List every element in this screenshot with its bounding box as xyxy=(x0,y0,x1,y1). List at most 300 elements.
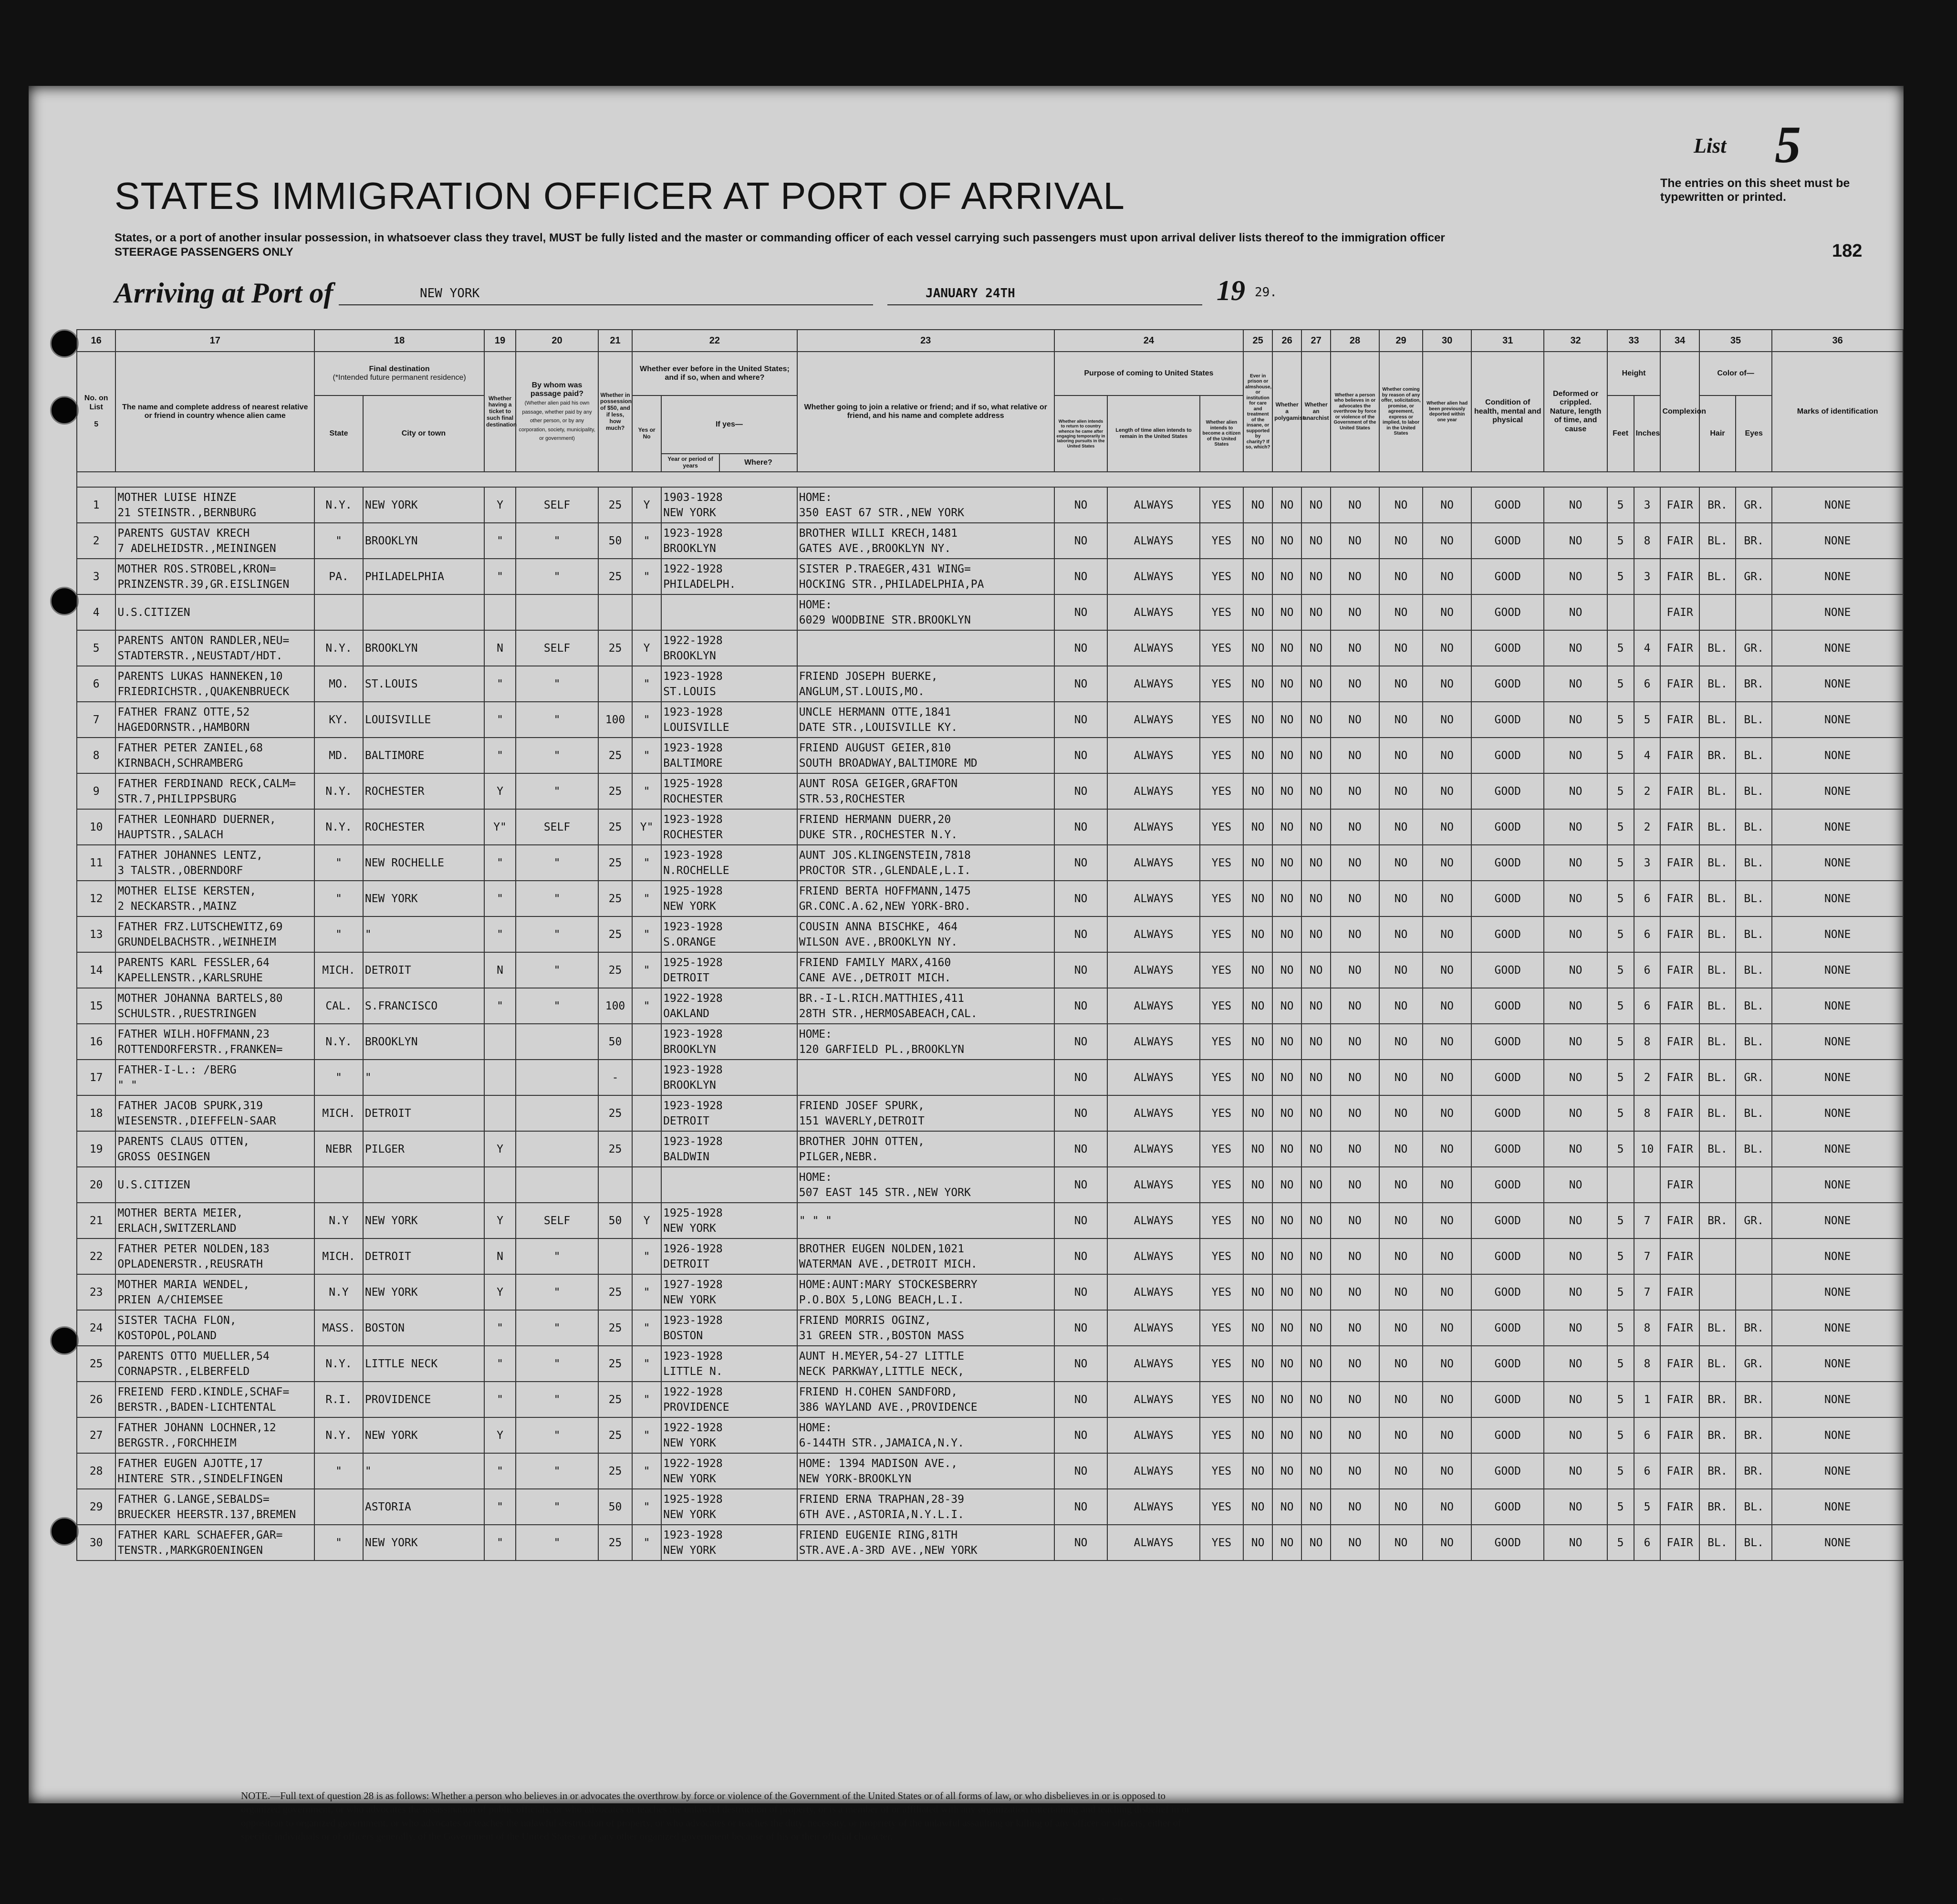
health-condition: GOOD xyxy=(1471,1274,1544,1310)
ticket-flag: " xyxy=(484,988,516,1024)
relative-cell xyxy=(115,1310,314,1346)
relative-line-1: FATHER JACOB SPURK,319 xyxy=(117,1099,263,1112)
relative-line-1: FATHER-I-L.: /BERG xyxy=(117,1063,237,1076)
col-before-header: Whether ever before in the United States; and if so, when and where? xyxy=(632,352,797,395)
identification-marks: NONE xyxy=(1772,1167,1903,1203)
height-feet: 5 xyxy=(1607,809,1634,845)
complexion: FAIR xyxy=(1660,1131,1699,1167)
height-feet: 5 xyxy=(1607,1525,1634,1561)
citizen-intent: YES xyxy=(1200,1382,1244,1417)
before-period: 1923-1928 xyxy=(663,1028,723,1040)
health-condition: GOOD xyxy=(1471,916,1544,952)
deformed-answer: NO xyxy=(1544,630,1607,666)
complexion: FAIR xyxy=(1660,1167,1699,1203)
complexion: FAIR xyxy=(1660,630,1699,666)
before-cell xyxy=(661,809,797,845)
join-cell xyxy=(797,845,1054,881)
col-num: 25 xyxy=(1243,330,1272,352)
col-join-header: Whether going to join a relative or friend; and if so, what relative or friend, and his name and complete address xyxy=(797,352,1054,472)
relative-cell xyxy=(115,1453,314,1489)
polygamist-answer: NO xyxy=(1272,1274,1301,1310)
complexion: FAIR xyxy=(1660,738,1699,773)
height-feet: 5 xyxy=(1607,666,1634,702)
before-where: OAKLAND xyxy=(663,1007,710,1020)
row-number: 18 xyxy=(77,1095,115,1131)
join-line-1: AUNT JOS.KLINGENSTEIN,7818 xyxy=(799,849,971,862)
table-row xyxy=(77,1346,1903,1382)
identification-marks: NONE xyxy=(1772,594,1903,630)
relative-line-2: PRINZENSTR.39,GR.EISLINGEN xyxy=(117,578,290,591)
table-row xyxy=(77,881,1903,916)
table-row xyxy=(77,666,1903,702)
height-feet: 5 xyxy=(1607,738,1634,773)
passage-paid xyxy=(516,594,598,630)
height-inches: 6 xyxy=(1634,988,1661,1024)
hair-color: BL. xyxy=(1699,702,1736,738)
identification-marks: NONE xyxy=(1772,1382,1903,1417)
before-cell xyxy=(661,916,797,952)
money-amount: 25 xyxy=(598,773,632,809)
health-condition: GOOD xyxy=(1471,594,1544,630)
deformed-answer: NO xyxy=(1544,702,1607,738)
col-length-header: Length of time alien intends to remain in the United States xyxy=(1107,395,1199,472)
eye-color xyxy=(1736,594,1772,630)
deformed-answer: NO xyxy=(1544,1274,1607,1310)
col-num: 24 xyxy=(1054,330,1244,352)
complexion: FAIR xyxy=(1660,487,1699,523)
eye-color: BR. xyxy=(1736,1310,1772,1346)
relative-cell xyxy=(115,1095,314,1131)
polygamist-answer: NO xyxy=(1272,988,1301,1024)
col-num: 28 xyxy=(1331,330,1379,352)
stay-length: ALWAYS xyxy=(1107,845,1199,881)
row-number: 25 xyxy=(77,1346,115,1382)
before-cell xyxy=(661,523,797,559)
join-line-2: 6029 WOODBINE STR.BROOKLYN xyxy=(799,614,971,626)
deformed-answer: NO xyxy=(1544,666,1607,702)
table-row xyxy=(77,1203,1903,1238)
polygamist-answer: NO xyxy=(1272,630,1301,666)
row-number: 1 xyxy=(77,487,115,523)
labor-offer-answer: NO xyxy=(1379,666,1423,702)
passage-paid: " xyxy=(516,559,598,594)
before-period: 1923-1928 xyxy=(663,1135,723,1148)
join-line-2: GR.CONC.A.62,NEW YORK-BRO. xyxy=(799,900,971,913)
health-condition: GOOD xyxy=(1471,1238,1544,1274)
deported-answer: NO xyxy=(1423,1274,1471,1310)
relative-cell xyxy=(115,666,314,702)
height-inches: 4 xyxy=(1634,738,1661,773)
col-height-header: Height xyxy=(1607,352,1661,395)
form-code: 14—490 xyxy=(1097,1896,1123,1904)
q28-answer: NO xyxy=(1331,1167,1379,1203)
q28-answer: NO xyxy=(1331,630,1379,666)
relative-cell xyxy=(115,1417,314,1453)
ticket-flag: N xyxy=(484,630,516,666)
anarchist-answer: NO xyxy=(1301,1024,1331,1060)
row-number: 6 xyxy=(77,666,115,702)
row-number: 9 xyxy=(77,773,115,809)
complexion: FAIR xyxy=(1660,559,1699,594)
deported-answer: NO xyxy=(1423,1060,1471,1095)
return-intent: NO xyxy=(1054,630,1108,666)
table-row xyxy=(77,630,1903,666)
dest-state: N.Y xyxy=(314,1274,363,1310)
citizen-intent: YES xyxy=(1200,773,1244,809)
eye-color: GR. xyxy=(1736,1346,1772,1382)
before-where: BALTIMORE xyxy=(663,757,723,770)
labor-offer-answer: NO xyxy=(1379,845,1423,881)
health-condition: GOOD xyxy=(1471,1131,1544,1167)
return-intent: NO xyxy=(1054,1525,1108,1561)
ticket-flag: Y xyxy=(484,1203,516,1238)
hair-color: BL. xyxy=(1699,559,1736,594)
complexion: FAIR xyxy=(1660,594,1699,630)
return-intent: NO xyxy=(1054,1310,1108,1346)
height-inches: 7 xyxy=(1634,1203,1661,1238)
anarchist-answer: NO xyxy=(1301,988,1331,1024)
money-amount: 25 xyxy=(598,738,632,773)
before-cell xyxy=(661,487,797,523)
height-feet: 5 xyxy=(1607,952,1634,988)
prison-answer: NO xyxy=(1243,809,1272,845)
join-line-1: BROTHER WILLI KRECH,1481 xyxy=(799,527,958,540)
deformed-answer: NO xyxy=(1544,1382,1607,1417)
complexion: FAIR xyxy=(1660,1489,1699,1525)
citizen-intent: YES xyxy=(1200,1453,1244,1489)
identification-marks: NONE xyxy=(1772,845,1903,881)
passage-paid xyxy=(516,1095,598,1131)
polygamist-answer: NO xyxy=(1272,916,1301,952)
q28-answer: NO xyxy=(1331,1238,1379,1274)
col-q28-header: Whether a person who believes in or advocates the overthrow by force or violence of the Government of the United States xyxy=(1331,352,1379,472)
relative-line-1: MOTHER BERTA MEIER, xyxy=(117,1207,243,1219)
before-where: S.ORANGE xyxy=(663,936,716,948)
table-row xyxy=(77,1310,1903,1346)
relative-line-1: SISTER TACHA FLON, xyxy=(117,1314,237,1327)
relative-line-2: KAPELLENSTR.,KARLSRUHE xyxy=(117,971,263,984)
passage-paid: " xyxy=(516,523,598,559)
eye-color: BL. xyxy=(1736,988,1772,1024)
polygamist-answer: NO xyxy=(1272,809,1301,845)
before-where: DETROIT xyxy=(663,971,710,984)
col-num: 17 xyxy=(115,330,314,352)
anarchist-answer: NO xyxy=(1301,738,1331,773)
hair-color: BL. xyxy=(1699,1310,1736,1346)
row-number: 4 xyxy=(77,594,115,630)
col-where-header: Where? xyxy=(719,454,797,472)
relative-line-2: ERLACH,SWITZERLAND xyxy=(117,1222,237,1235)
year-prefix: 19 xyxy=(1217,275,1245,306)
height-inches: 6 xyxy=(1634,916,1661,952)
relative-line-2: CORNAPSTR.,ELBERFELD xyxy=(117,1365,250,1378)
citizen-intent: YES xyxy=(1200,845,1244,881)
polygamist-answer: NO xyxy=(1272,1525,1301,1561)
join-line-2: 28TH STR.,HERMOSABEACH,CAL. xyxy=(799,1007,978,1020)
height-inches: 4 xyxy=(1634,630,1661,666)
eye-color: GR. xyxy=(1736,1203,1772,1238)
prison-answer: NO xyxy=(1243,1167,1272,1203)
passage-paid: " xyxy=(516,916,598,952)
join-line-1: " " " xyxy=(799,1214,833,1227)
money-amount: 25 xyxy=(598,1274,632,1310)
before-period: 1922-1928 xyxy=(663,1385,723,1398)
labor-offer-answer: NO xyxy=(1379,1095,1423,1131)
row-number: 17 xyxy=(77,1060,115,1095)
dest-state: " xyxy=(314,1060,363,1095)
dest-city: ROCHESTER xyxy=(363,773,484,809)
deformed-answer: NO xyxy=(1544,1167,1607,1203)
height-inches: 8 xyxy=(1634,1095,1661,1131)
join-cell xyxy=(797,1131,1054,1167)
money-amount: 50 xyxy=(598,1203,632,1238)
labor-offer-answer: NO xyxy=(1379,1167,1423,1203)
col-feet-header: Feet xyxy=(1607,395,1634,472)
hair-color: BL. xyxy=(1699,1095,1736,1131)
been-before: " xyxy=(632,988,661,1024)
col-inches-header: Inches xyxy=(1634,395,1661,472)
stay-length: ALWAYS xyxy=(1107,1382,1199,1417)
ticket-flag xyxy=(484,1095,516,1131)
health-condition: GOOD xyxy=(1471,1417,1544,1453)
relative-line-1: MOTHER ROS.STROBEL,KRON= xyxy=(117,562,276,575)
citizen-intent: YES xyxy=(1200,1060,1244,1095)
table-row xyxy=(77,1382,1903,1417)
labor-offer-answer: NO xyxy=(1379,1453,1423,1489)
q28-answer: NO xyxy=(1331,1203,1379,1238)
relative-line-2: STADTERSTR.,NEUSTADT/HDT. xyxy=(117,649,283,662)
row-number: 5 xyxy=(77,630,115,666)
polygamist-answer: NO xyxy=(1272,1095,1301,1131)
health-condition: GOOD xyxy=(1471,738,1544,773)
relative-cell xyxy=(115,702,314,738)
join-line-2: 6-144TH STR.,JAMAICA,N.Y. xyxy=(799,1436,964,1449)
binding-hole xyxy=(50,587,79,615)
ticket-flag: " xyxy=(484,845,516,881)
anarchist-answer: NO xyxy=(1301,523,1331,559)
dest-state: MD. xyxy=(314,738,363,773)
passage-paid: " xyxy=(516,1346,598,1382)
complexion: FAIR xyxy=(1660,1417,1699,1453)
height-inches: 3 xyxy=(1634,559,1661,594)
join-line-1: FRIEND BERTA HOFFMANN,1475 xyxy=(799,884,971,897)
hair-color: BL. xyxy=(1699,809,1736,845)
dest-city: NEW YORK xyxy=(363,1417,484,1453)
relative-line-1: FATHER KARL SCHAEFER,GAR= xyxy=(117,1529,283,1541)
col-deported-header: Whether alien had been previously deported within one year xyxy=(1423,352,1471,472)
col-num: 16 xyxy=(77,330,115,352)
stay-length: ALWAYS xyxy=(1107,559,1199,594)
before-where: NEW YORK xyxy=(663,506,716,519)
eye-color xyxy=(1736,1167,1772,1203)
passage-paid xyxy=(516,1131,598,1167)
height-inches: 3 xyxy=(1634,845,1661,881)
q28-answer: NO xyxy=(1331,1060,1379,1095)
eye-color: BL. xyxy=(1736,1095,1772,1131)
health-condition: GOOD xyxy=(1471,1489,1544,1525)
stay-length: ALWAYS xyxy=(1107,1131,1199,1167)
deported-answer: NO xyxy=(1423,773,1471,809)
anarchist-answer: NO xyxy=(1301,916,1331,952)
hair-color: BL. xyxy=(1699,881,1736,916)
before-period: 1925-1928 xyxy=(663,777,723,790)
before-cell xyxy=(661,1274,797,1310)
been-before: Y xyxy=(632,1203,661,1238)
deported-answer: NO xyxy=(1423,1203,1471,1238)
passage-paid: " xyxy=(516,1238,598,1274)
citizen-intent: YES xyxy=(1200,1238,1244,1274)
prison-answer: NO xyxy=(1243,523,1272,559)
col-num: 22 xyxy=(632,330,797,352)
relative-line-1: FATHER JOHANN LOCHNER,12 xyxy=(117,1421,276,1434)
polygamist-answer: NO xyxy=(1272,1238,1301,1274)
col-deformed-header: Deformed or crippled. Nature, length of time, and cause xyxy=(1544,352,1607,472)
passage-paid: SELF xyxy=(516,630,598,666)
anarchist-answer: NO xyxy=(1301,1453,1331,1489)
return-intent: NO xyxy=(1054,1382,1108,1417)
relative-line-1: PARENTS KARL FESSLER,64 xyxy=(117,956,270,969)
col-num: 31 xyxy=(1471,330,1544,352)
deported-answer: NO xyxy=(1423,594,1471,630)
join-cell xyxy=(797,1274,1054,1310)
eye-color: BL. xyxy=(1736,738,1772,773)
relative-cell xyxy=(115,1060,314,1095)
typewritten-note: The entries on this sheet must be typewritten or printed. xyxy=(1660,177,1850,204)
q28-answer: NO xyxy=(1331,809,1379,845)
deported-answer: NO xyxy=(1423,1024,1471,1060)
join-cell xyxy=(797,523,1054,559)
ticket-flag: " xyxy=(484,916,516,952)
join-line-2: 386 WAYLAND AVE.,PROVIDENCE xyxy=(799,1401,978,1414)
col-num: 21 xyxy=(598,330,632,352)
height-feet: 5 xyxy=(1607,559,1634,594)
identification-marks: NONE xyxy=(1772,559,1903,594)
relative-line-2: 2 NECKARSTR.,MAINZ xyxy=(117,900,237,913)
relative-line-1: FATHER G.LANGE,SEBALDS= xyxy=(117,1493,270,1506)
passage-paid: " xyxy=(516,773,598,809)
before-cell xyxy=(661,881,797,916)
height-inches: 1 xyxy=(1634,1382,1661,1417)
relative-line-1: PARENTS LUKAS HANNEKEN,10 xyxy=(117,670,283,683)
before-cell xyxy=(661,1453,797,1489)
q28-answer: NO xyxy=(1331,1346,1379,1382)
height-inches: 6 xyxy=(1634,1453,1661,1489)
anarchist-answer: NO xyxy=(1301,809,1331,845)
been-before xyxy=(632,1131,661,1167)
ticket-flag xyxy=(484,1060,516,1095)
col-anarchist-header: Whether an anarchist xyxy=(1301,352,1331,472)
return-intent: NO xyxy=(1054,1203,1108,1238)
citizen-intent: YES xyxy=(1200,523,1244,559)
row-number: 19 xyxy=(77,1131,115,1167)
prison-answer: NO xyxy=(1243,881,1272,916)
anarchist-answer: NO xyxy=(1301,1525,1331,1561)
complexion: FAIR xyxy=(1660,1346,1699,1382)
hair-color: BL. xyxy=(1699,988,1736,1024)
before-cell xyxy=(661,702,797,738)
before-where: PROVIDENCE xyxy=(663,1401,729,1414)
manifest-sheet xyxy=(29,86,1904,1904)
height-inches: 5 xyxy=(1634,702,1661,738)
before-period: 1923-1928 xyxy=(663,527,723,540)
before-where: ROCHESTER xyxy=(663,828,723,841)
table-row xyxy=(77,952,1903,988)
join-cell xyxy=(797,1095,1054,1131)
anarchist-answer: NO xyxy=(1301,1238,1331,1274)
been-before: " xyxy=(632,881,661,916)
row-number: 2 xyxy=(77,523,115,559)
join-cell xyxy=(797,559,1054,594)
dest-city: " xyxy=(363,1453,484,1489)
form-instructions: States, or a port of another insular possession, in whatsoever class they travel, MUST be fully listed and the master or commanding officer of each vessel carrying such passengers must upon arrival deliver lists thereof to the immigration officer xyxy=(115,231,1445,244)
q28-answer: NO xyxy=(1331,916,1379,952)
return-intent: NO xyxy=(1054,738,1108,773)
anarchist-answer: NO xyxy=(1301,559,1331,594)
before-period: 1923-1928 xyxy=(663,1099,723,1112)
citizen-intent: YES xyxy=(1200,809,1244,845)
relative-cell xyxy=(115,1525,314,1561)
join-cell xyxy=(797,1310,1054,1346)
been-before: " xyxy=(632,1453,661,1489)
dest-state: MASS. xyxy=(314,1310,363,1346)
anarchist-answer: NO xyxy=(1301,666,1331,702)
hair-color: BL. xyxy=(1699,666,1736,702)
join-cell xyxy=(797,702,1054,738)
row-number: 12 xyxy=(77,881,115,916)
labor-offer-answer: NO xyxy=(1379,809,1423,845)
before-cell xyxy=(661,666,797,702)
join-line-1: FRIEND H.COHEN SANDFORD, xyxy=(799,1385,958,1398)
money-amount: 25 xyxy=(598,1453,632,1489)
before-period: 1922-1928 xyxy=(663,1457,723,1470)
eye-color: BL. xyxy=(1736,881,1772,916)
money-amount: 100 xyxy=(598,988,632,1024)
passage-paid: " xyxy=(516,1489,598,1525)
polygamist-answer: NO xyxy=(1272,1382,1301,1417)
citizen-intent: YES xyxy=(1200,1310,1244,1346)
before-cell xyxy=(661,1525,797,1561)
been-before: " xyxy=(632,523,661,559)
relative-cell xyxy=(115,1167,314,1203)
money-amount xyxy=(598,594,632,630)
stay-length: ALWAYS xyxy=(1107,1417,1199,1453)
anarchist-answer: NO xyxy=(1301,773,1331,809)
money-amount xyxy=(598,1167,632,1203)
col-purpose-header: Purpose of coming to United States xyxy=(1054,352,1244,395)
prison-answer: NO xyxy=(1243,1525,1272,1561)
join-line-1: UNCLE HERMANN OTTE,1841 xyxy=(799,706,951,718)
hair-color: BL. xyxy=(1699,630,1736,666)
height-feet: 5 xyxy=(1607,1131,1634,1167)
relative-line-2: OPLADENERSTR.,REUSRATH xyxy=(117,1258,263,1270)
before-period: 1923-1928 xyxy=(663,849,723,862)
eye-color: GR. xyxy=(1736,630,1772,666)
deported-answer: NO xyxy=(1423,952,1471,988)
join-line-1: HOME: xyxy=(799,1421,833,1434)
stay-length: ALWAYS xyxy=(1107,916,1199,952)
deported-answer: NO xyxy=(1423,1417,1471,1453)
join-line-2: STR.AVE.A-3RD AVE.,NEW YORK xyxy=(799,1544,978,1557)
q28-answer: NO xyxy=(1331,523,1379,559)
before-cell xyxy=(661,1131,797,1167)
join-cell xyxy=(797,952,1054,988)
stay-length: ALWAYS xyxy=(1107,487,1199,523)
relative-cell xyxy=(115,1203,314,1238)
before-where: BROOKLYN xyxy=(663,1079,716,1092)
deported-answer: NO xyxy=(1423,988,1471,1024)
deported-answer: NO xyxy=(1423,1346,1471,1382)
relative-cell xyxy=(115,881,314,916)
